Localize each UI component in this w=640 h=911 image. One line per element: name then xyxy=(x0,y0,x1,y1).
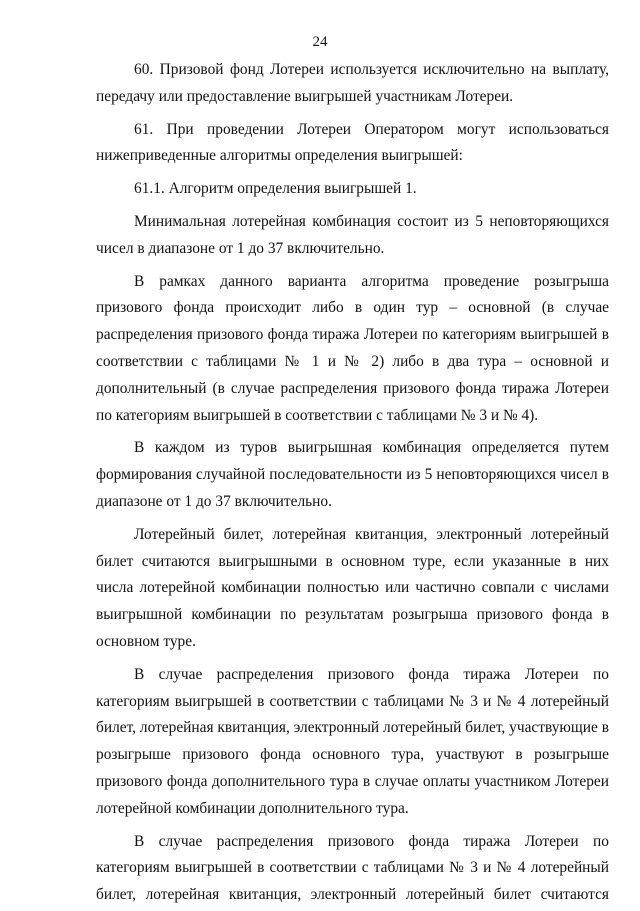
page-number: 24 xyxy=(312,34,328,50)
paragraph-draw-rounds: В рамках данного варианта алгоритма проведение розыгрыша призового фонда происходит либо в один тур – основной (в случае распределения призового фонда тиража Лотереи по категориям выигрышей в соответствии с таблицами № 1 и № 2) либо в два тура – основной и дополнительный (в случае распределения призового фонда тиража Лотереи по категориям выигрышей в соответствии с таблицами № 3 и № 4). xyxy=(96,272,609,424)
paragraph-61: 61. При проведении Лотереи Оператором могут использоваться нижеприведенные алгоритмы определения выигрышей: xyxy=(96,120,609,165)
paragraph-min-combination: Минимальная лотерейная комбинация состоит из 5 неповторяющихся чисел в диапазоне от 1 до 37 включительно. xyxy=(96,212,609,257)
paragraph-winning-combination: В каждом из туров выигрышная комбинация определяется путем формирования случайной последовательности из 5 неповторяющихся чисел в диапазоне от 1 до 37 включительно. xyxy=(96,439,609,510)
paragraph-continuation: В случае распределения призового фонда тиража Лотереи по категориям выигрышей в соответствии с таблицами № 3 и № 4 лотерейный билет, лотерейная квитанция, электронный лотерейный билет считаются xyxy=(96,832,609,904)
paragraph-60: 60. Призовой фонд Лотереи используется исключительно на выплату, передачу или предоставление выигрышей участникам Лотереи. xyxy=(96,61,609,105)
paragraph-61-1-heading: 61.1. Алгоритм определения выигрышей 1. xyxy=(134,180,417,198)
document-body xyxy=(96,57,609,911)
paragraph-main-round-winners: Лотерейный билет, лотерейная квитанция, электронный лотерейный билет считаются выигрышными в основном туре, если указанные в них числа лотерейной комбинации полностью или частично совпали с числами выигрышной комбинации по результатам розыгрыша призового фонда в основном туре. xyxy=(96,525,609,650)
paragraph-additional-round: В случае распределения призового фонда тиража Лотереи по категориям выигрышей в соответствии с таблицами № 3 и № 4 лотерейный билет, лотерейная квитанция, электронный лотерейный билет, участвующие в розыгрыше призового фонда основного тура, участвуют в розыгрыше призового фонда дополнительного тура в случае оплаты участником Лотереи лотерейной комбинации дополнительного тура. xyxy=(96,665,609,817)
